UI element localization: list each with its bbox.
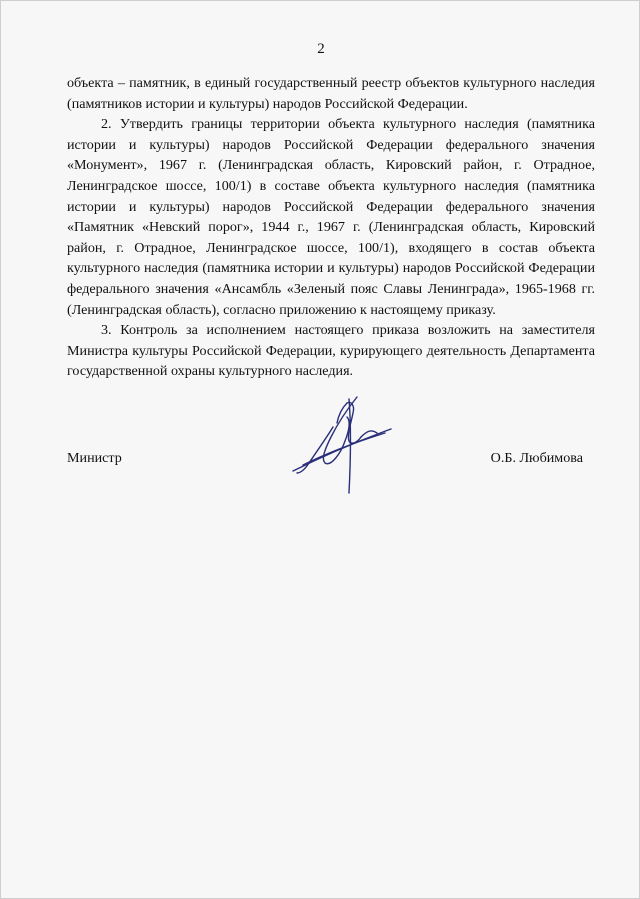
page-number: 2 <box>317 41 325 57</box>
paragraph-3: 3. Контроль за исполнением настоящего приказа возложить на заместителя Министра культуры Российской Федерации, курирующего деятельность Департамента государственной охраны культурного наследия. <box>67 322 595 380</box>
paragraph-2: 2. Утвердить границы территории объекта культурного наследия (памятника истории и культуры) народов Российской Федерации федерального значения «Монумент», 1967 г. (Ленинградская область, Кировский район, г. Отрадное, Ленинградское шоссе, 100/1) в составе объекта культурного наследия (памятника истории и культуры) народов Российской Федерации федерального значения «Памятник «Невский порог», 1944 г., 1967 г. (Ленинградская область, Кировский район, г. Отрадное, Ленинградское шоссе, 100/1), входящего в состав объекта культурного наследия (памятника истории и культуры) народов Российской Федерации федерального значения «Ансамбль «Зеленый пояс Славы Ленинграда», 1965-1968 гг. (Ленинградская область), согласно приложению к настоящему приказу. <box>67 116 595 318</box>
paragraph-1: объекта – памятник, в единый государственный реестр объектов культурного наследия (памятников истории и культуры) народов Российской Федерации. <box>67 75 595 112</box>
signatory-title: Министр <box>67 450 122 466</box>
document-body <box>67 73 595 382</box>
handwritten-signature <box>287 393 397 497</box>
signatory-name: О.Б. Любимова <box>490 450 583 466</box>
